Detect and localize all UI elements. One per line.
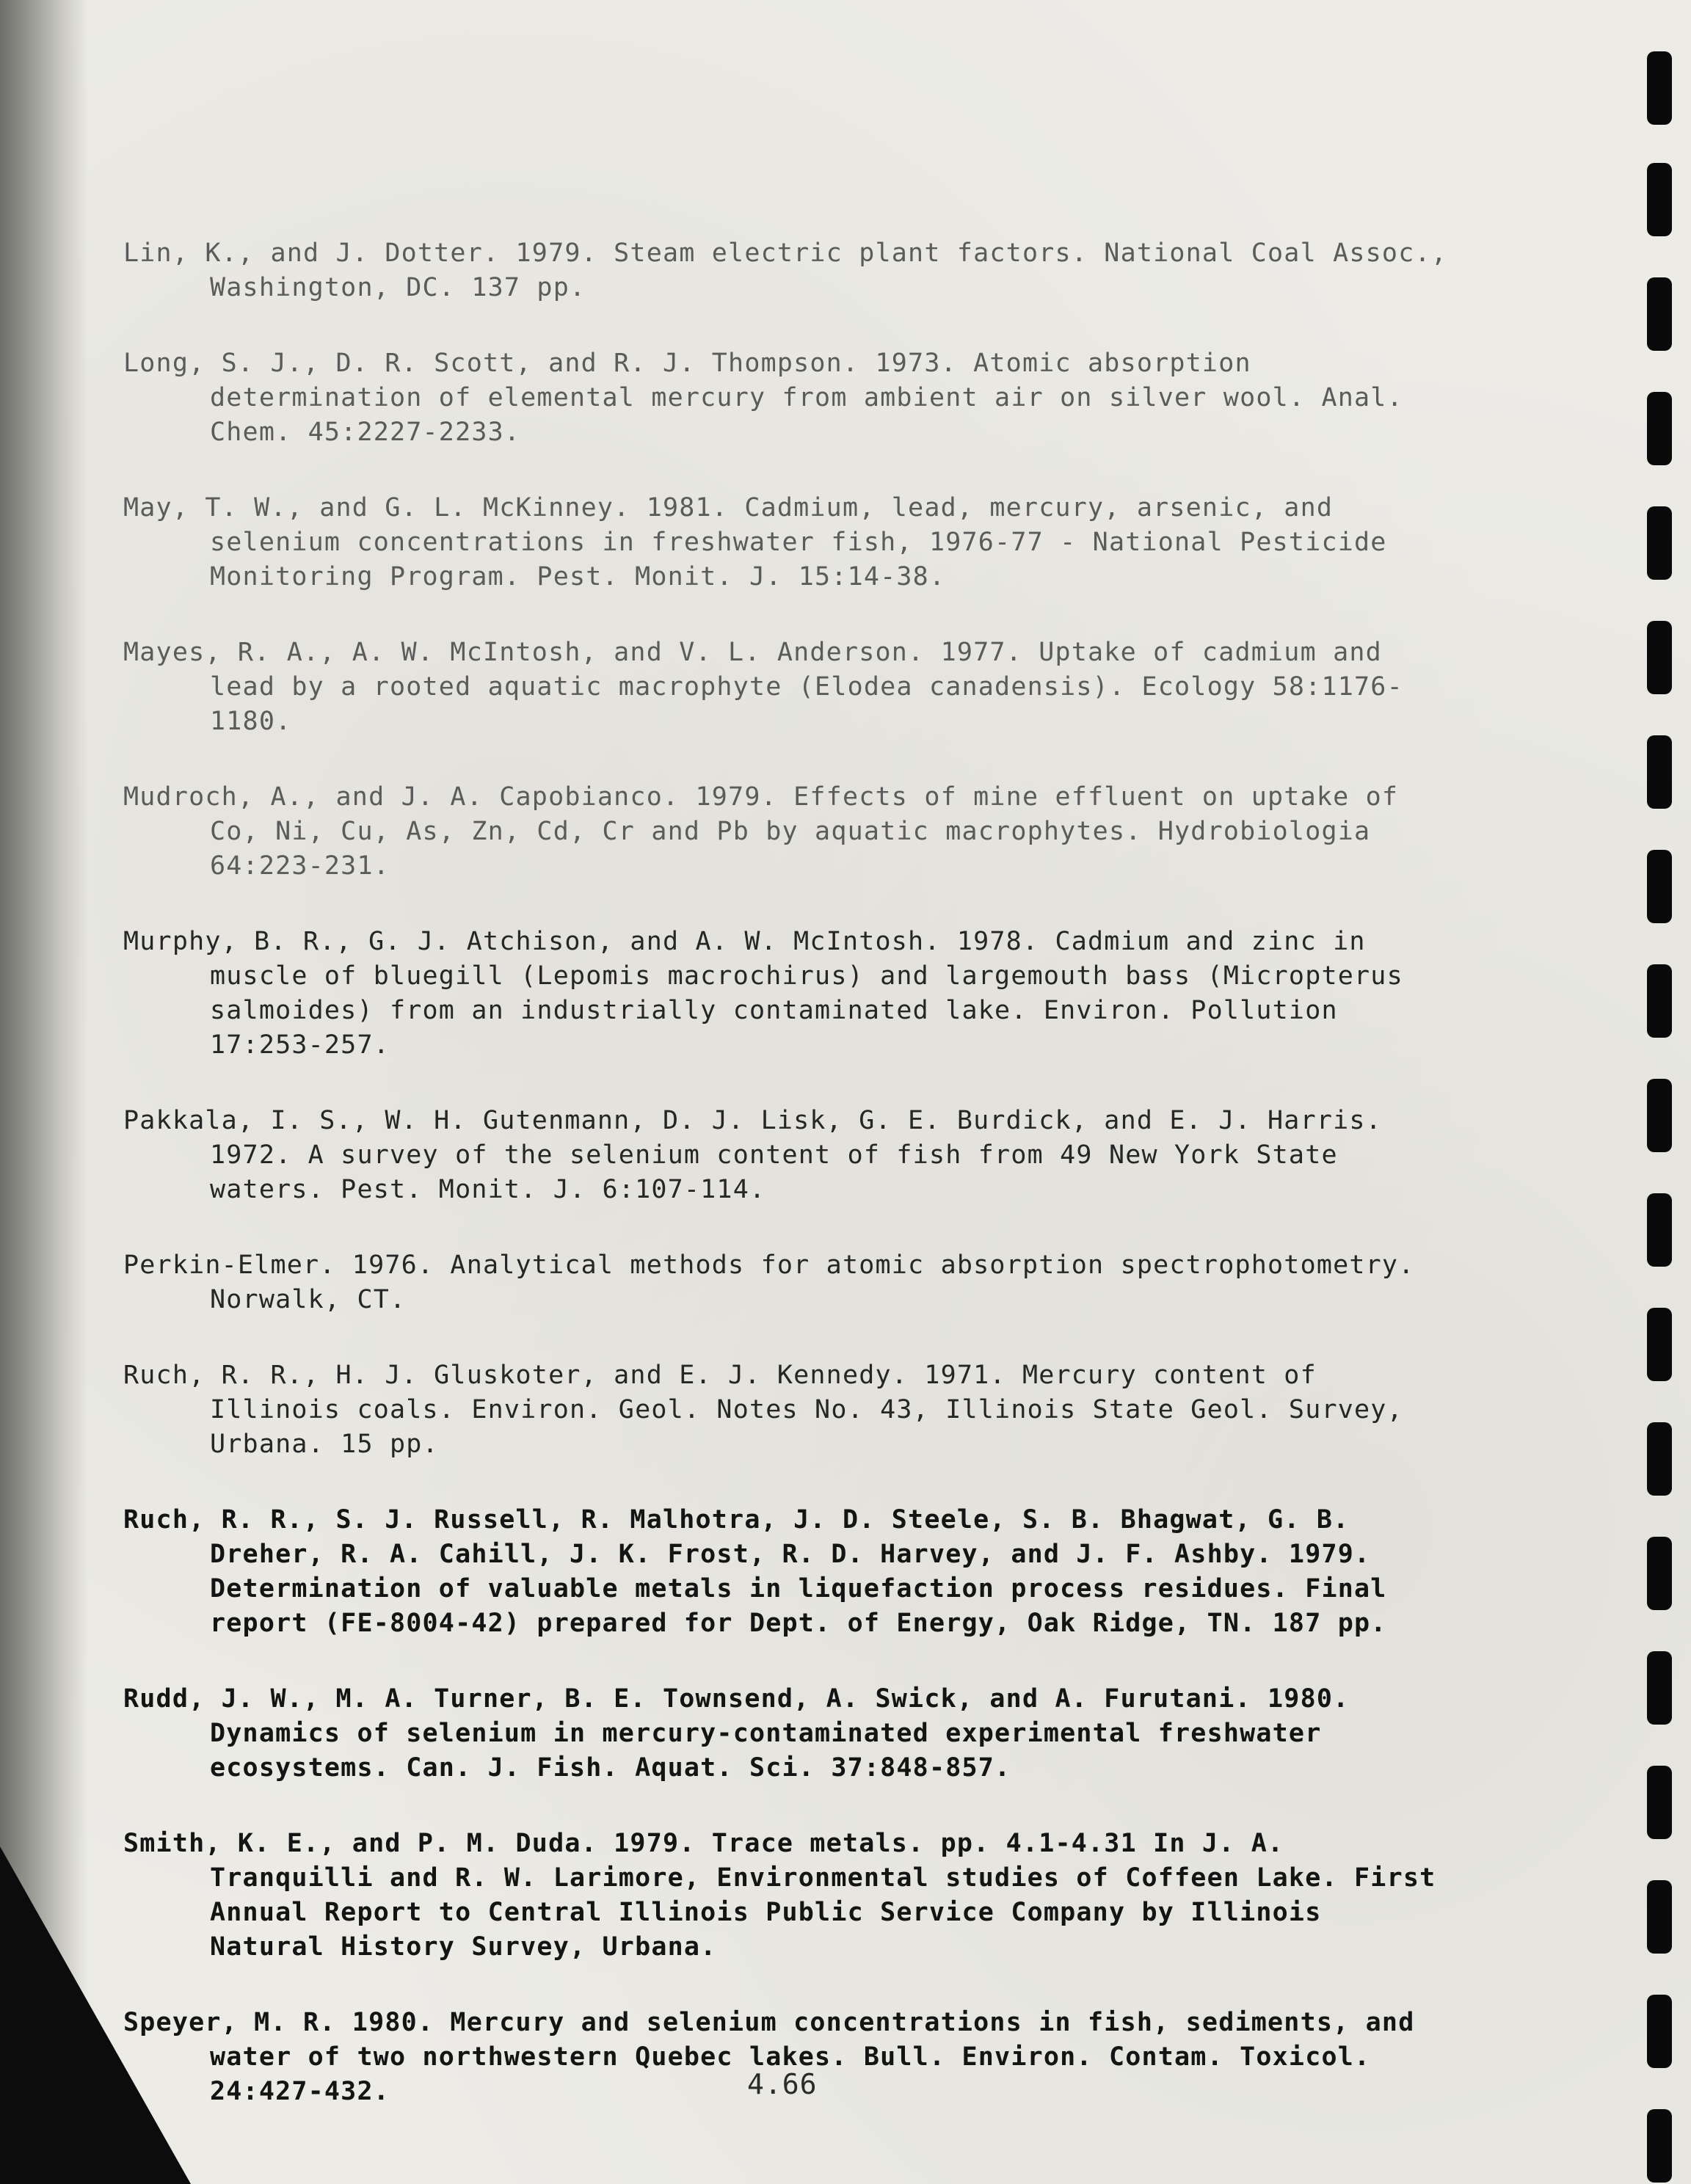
reference-smith: Smith, K. E., and P. M. Duda. 1979. Trace metals. pp. 4.1-4.31 In J. A. Tranquilli and R. W. Larimore, Environmental studies of Coffeen Lake. First Annual Report to Central Illinois Public Service Company by Illinois Natural History Survey, Urbana.: [123, 1829, 1436, 1962]
perforation-mark: [1647, 1880, 1672, 1954]
perforation-mark: [1647, 1537, 1672, 1610]
perforation-mark: [1647, 277, 1672, 351]
reference-lin: Lin, K., and J. Dotter. 1979. Steam electric plant factors. National Coal Assoc., Washington, DC. 137 pp.: [123, 239, 1448, 302]
perforation-mark: [1647, 1079, 1672, 1152]
perforation-mark: [1647, 621, 1672, 694]
reference-perkin-elmer: Perkin-Elmer. 1976. Analytical methods for atomic absorption spectrophotometry. Norwalk, CT.: [123, 1251, 1415, 1314]
perforation-mark: [1647, 1422, 1672, 1496]
reference-rudd: Rudd, J. W., M. A. Turner, B. E. Townsend, A. Swick, and A. Furutani. 1980. Dynamics of selenium in mercury-contaminated experimental freshwater ecosystems. Can. J. Fish. Aquat. Sci. 37:848-857.: [123, 1684, 1350, 1783]
perforation-marks: [1647, 44, 1675, 2172]
perforation-mark: [1647, 1651, 1672, 1725]
reference-long: Long, S. J., D. R. Scott, and R. J. Thompson. 1973. Atomic absorption determination of elemental mercury from ambient air on silver wool. Anal. Chem. 45:2227-2233.: [123, 349, 1403, 447]
reference-list: [123, 236, 1452, 2150]
reference-ruch-1971: Ruch, R. R., H. J. Gluskoter, and E. J. Kennedy. 1971. Mercury content of Illinois coals. Environ. Geol. Notes No. 43, Illinois State Geol. Survey, Urbana. 15 pp.: [123, 1361, 1403, 1459]
reference-murphy: Murphy, B. R., G. J. Atchison, and A. W. McIntosh. 1978. Cadmium and zinc in muscle of bluegill (Lepomis macrochirus) and largemouth bass (Micropterus salmoides) from an industrially contaminated lake. Environ. Pollution 17:253-257.: [123, 927, 1403, 1060]
page-number: 4.66: [747, 2068, 818, 2100]
perforation-mark: [1647, 850, 1672, 923]
reference-speyer: Speyer, M. R. 1980. Mercury and selenium concentrations in fish, sediments, and water of two northwestern Quebec lakes. Bull. Environ. Contam. Toxicol. 24:427-432.: [123, 2008, 1415, 2106]
perforation-mark: [1647, 392, 1672, 465]
perforation-mark: [1647, 51, 1672, 125]
reference-mayes: Mayes, R. A., A. W. McIntosh, and V. L. Anderson. 1977. Uptake of cadmium and lead by a rooted aquatic macrophyte (Elodea canadensis). Ecology 58:1176-1180.: [123, 638, 1403, 736]
perforation-mark: [1647, 163, 1672, 236]
perforation-mark: [1647, 735, 1672, 809]
perforation-mark: [1647, 1193, 1672, 1267]
perforation-mark: [1647, 1995, 1672, 2068]
reference-ruch-1979: Ruch, R. R., S. J. Russell, R. Malhotra, J. D. Steele, S. B. Bhagwat, G. B. Dreher, R. A. Cahill, J. K. Frost, R. D. Harvey, and J. F. Ashby. 1979. Determination of valuable metals in liquefaction process residues. Final report (FE-8004-42) prepared for Dept. of Energy, Oak Ridge, TN. 187 pp.: [123, 1505, 1387, 1638]
perforation-mark: [1647, 506, 1672, 580]
perforation-mark: [1647, 2109, 1672, 2183]
reference-may: May, T. W., and G. L. McKinney. 1981. Cadmium, lead, mercury, arsenic, and selenium concentrations in freshwater fish, 1976-77 - National Pesticide Monitoring Program. Pest. Monit. J. 15:14-38.: [123, 493, 1387, 592]
perforation-mark: [1647, 1766, 1672, 1839]
perforation-mark: [1647, 1308, 1672, 1381]
reference-pakkala: Pakkala, I. S., W. H. Gutenmann, D. J. Lisk, G. E. Burdick, and E. J. Harris. 1972. A survey of the selenium content of fish from 49 New York State waters. Pest. Monit. J. 6:107-114.: [123, 1106, 1382, 1204]
reference-mudroch: Mudroch, A., and J. A. Capobianco. 1979. Effects of mine effluent on uptake of Co, Ni, Cu, As, Zn, Cd, Cr and Pb by aquatic macrophytes. Hydrobiologia 64:223-231.: [123, 782, 1399, 881]
perforation-mark: [1647, 964, 1672, 1038]
